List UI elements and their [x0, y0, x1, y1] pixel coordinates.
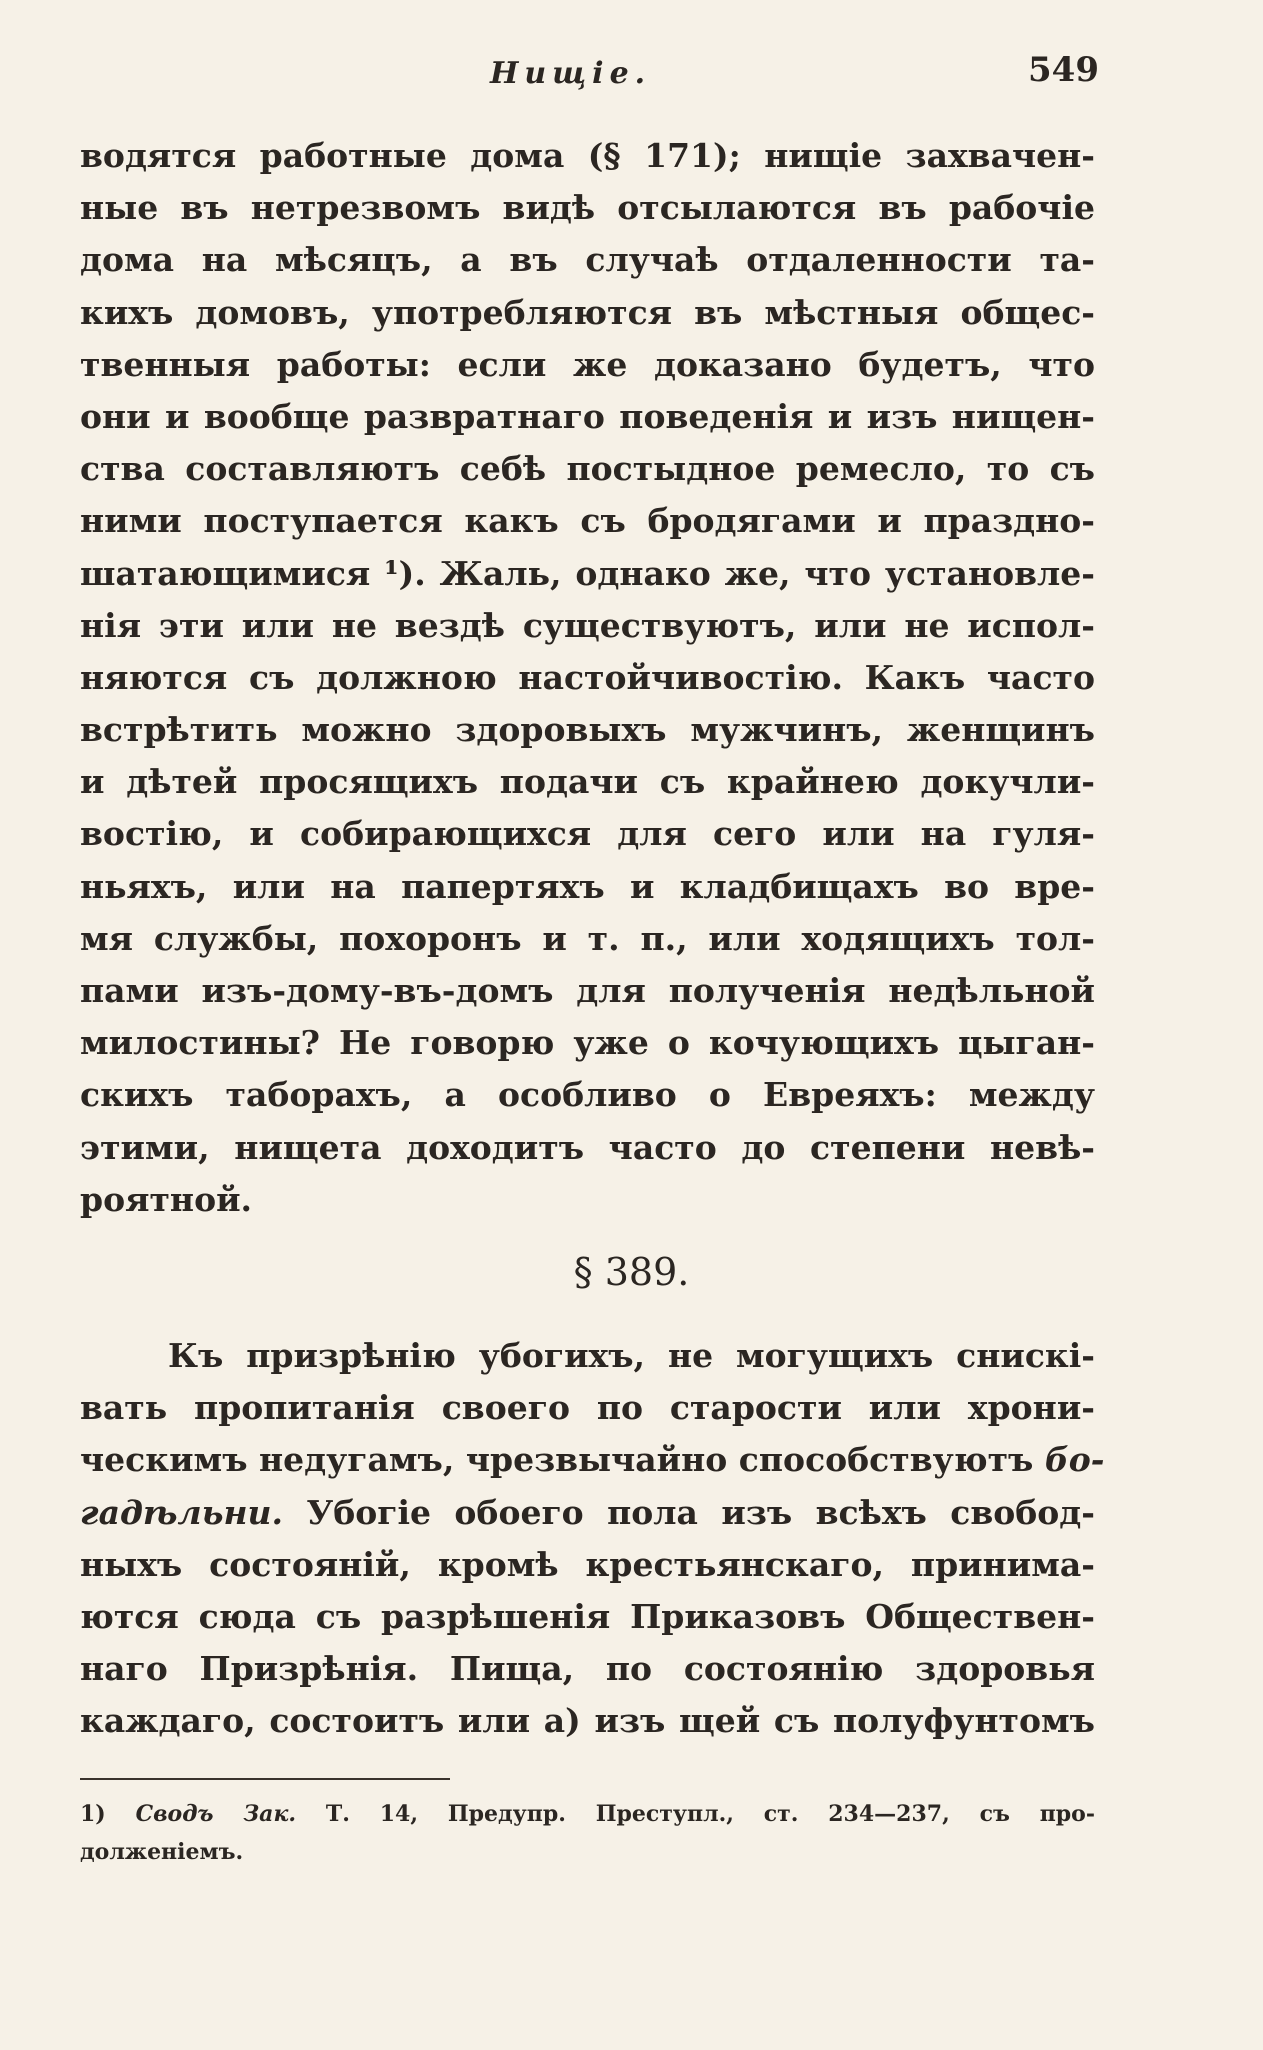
text-line: няются съ должною настойчивостію. Какъ часто — [80, 657, 1095, 697]
text-line: дома на мѣсяцъ, а въ случаѣ отдаленности та- — [80, 240, 1095, 280]
footnote-line: долженіемъ. — [80, 1839, 244, 1865]
page-number: 549 — [1028, 50, 1099, 90]
text-line: кихъ домовъ, употребляются въ мѣстныя общес- — [80, 292, 1095, 332]
text-line: они и вообще развратнаго поведенія и изъ нищен- — [80, 396, 1095, 436]
text-line: ньяхъ, или на папертяхъ и кладбищахъ во вре- — [80, 866, 1095, 906]
text-line: скихъ таборахъ, а особливо о Евреяхъ: между — [80, 1075, 1095, 1115]
footnote-text: Т. 14, Предупр. Преступл., ст. 234—237, съ про- — [325, 1801, 1095, 1827]
text-line: наго Призрѣнія. Пища, по состоянію здоровья — [80, 1649, 1095, 1689]
text-line: мя службы, похоронъ и т. п., или ходящихъ тол- — [80, 918, 1095, 958]
running-head — [0, 50, 1263, 110]
text-line: милостины? Не говорю уже о кочующихъ цыган- — [80, 1023, 1095, 1063]
italic-term: бо- — [1044, 1440, 1105, 1480]
section-paragraph — [80, 1330, 1105, 1748]
text-run: Убогіе обоего пола изъ всѣхъ свобод- — [306, 1492, 1095, 1532]
text-line: вать пропитанія своего по старости или хрони- — [80, 1388, 1095, 1428]
text-line — [80, 1487, 1095, 1539]
text-line: ними поступается какъ съ бродягами и праздно- — [80, 501, 1095, 541]
text-line: этими, нищета доходитъ часто до степени невѣ- — [80, 1127, 1095, 1167]
text-line: Къ призрѣнію убогихъ, не могущихъ снискі- — [168, 1336, 1095, 1375]
footnote-source: Сводъ Зак. — [135, 1801, 296, 1827]
text-line: роятной. — [80, 1179, 253, 1219]
text-line — [80, 1434, 1105, 1486]
text-line: ются сюда съ разрѣшенія Приказовъ Обществен- — [80, 1596, 1095, 1636]
text-line: востію, и собирающихся для сего или на гуля- — [80, 814, 1095, 854]
running-title: Нищіе. — [490, 56, 652, 91]
footnote — [80, 1795, 1095, 1871]
paragraph-continued — [80, 130, 1095, 1226]
text-line: ные въ нетрезвомъ видѣ отсылаются въ рабочіе — [80, 188, 1095, 228]
text-run: ческимъ недугамъ, чрезвычайно способствуютъ — [80, 1440, 1034, 1480]
text-line: пами изъ-дому-въ-домъ для полученія недѣльной — [80, 971, 1095, 1010]
italic-term: гадѣльни. — [80, 1492, 283, 1532]
footnote-divider — [80, 1778, 450, 1780]
footnote-line — [80, 1795, 1095, 1833]
text-line: водятся работные дома (§ 171); нищіе захвачен- — [80, 136, 1095, 175]
text-line: нія эти или не вездѣ существуютъ, или не испол- — [80, 605, 1095, 645]
footnote-marker: 1) — [80, 1801, 106, 1827]
section-heading: § 389. — [573, 1250, 690, 1294]
text-line: ства составляютъ себѣ постыдное ремесло, то съ — [80, 449, 1095, 489]
text-line: ныхъ состояній, кромѣ крестьянскаго, принима- — [80, 1544, 1095, 1584]
text-line: и дѣтей просящихъ подачи съ крайнею докучли- — [80, 762, 1095, 802]
text-line: встрѣтить можно здоровыхъ мужчинъ, женщинъ — [80, 710, 1095, 750]
text-line: каждаго, состоитъ или а) изъ щей съ полуфунтомъ — [80, 1701, 1095, 1741]
text-line: твенныя работы: если же доказано будетъ, что — [80, 344, 1095, 384]
text-line: шатающимися ¹). Жаль, однако же, что установле- — [80, 553, 1095, 593]
